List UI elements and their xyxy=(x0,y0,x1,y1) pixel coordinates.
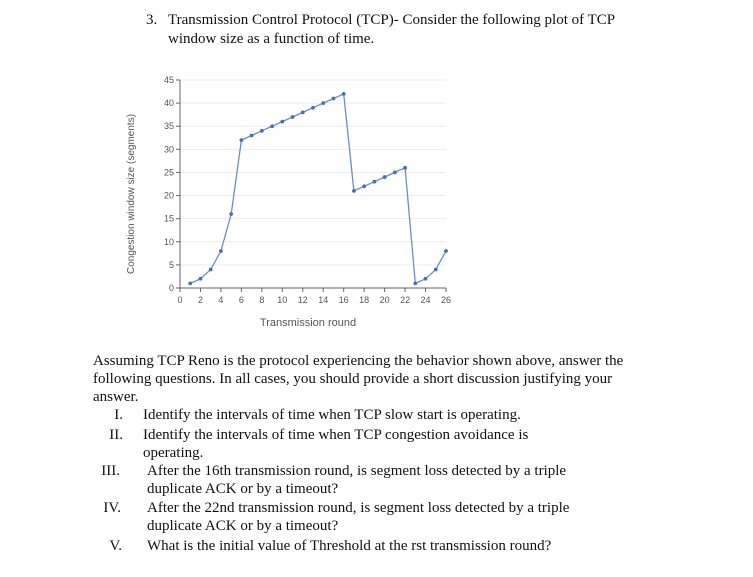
data-point xyxy=(199,277,203,281)
x-tick-label: 14 xyxy=(318,295,329,305)
item-4-numeral: IV. xyxy=(103,500,121,516)
item-1-line-1: Identify the intervals of time when TCP slow start is operating. xyxy=(143,407,521,423)
item-3-line-2: duplicate ACK or by a timeout? xyxy=(147,481,339,497)
data-point xyxy=(444,249,448,253)
item-1-numeral: I. xyxy=(114,407,123,423)
item-5-numeral: V. xyxy=(109,538,122,554)
item-4-line-2: duplicate ACK or by a timeout? xyxy=(147,518,339,534)
cwnd-series-line xyxy=(190,94,446,284)
data-point xyxy=(393,171,397,175)
x-tick-label: 22 xyxy=(400,295,411,305)
y-tick-label: 35 xyxy=(163,121,174,132)
y-tick-label: 10 xyxy=(163,236,174,247)
data-point xyxy=(188,281,192,285)
item-2-numeral: II. xyxy=(109,427,123,443)
x-tick-label: 8 xyxy=(259,295,265,305)
y-tick-label: 30 xyxy=(163,144,174,155)
data-point xyxy=(250,134,254,138)
x-tick-label: 4 xyxy=(218,295,224,305)
data-point xyxy=(301,110,305,114)
data-point xyxy=(342,92,346,96)
y-tick-label: 0 xyxy=(168,283,174,293)
data-point xyxy=(403,166,407,170)
y-tick-label: 45 xyxy=(163,75,174,85)
data-point xyxy=(229,212,233,216)
y-tick-label: 25 xyxy=(163,167,174,178)
item-2-line-1: Identify the intervals of time when TCP congestion avoidance is xyxy=(143,427,529,443)
item-4-line-1: After the 22nd transmission round, is segment loss detected by a triple xyxy=(147,500,570,516)
question-number: 3. xyxy=(146,12,158,28)
data-point xyxy=(291,115,295,119)
x-tick-label: 20 xyxy=(379,295,390,305)
item-5-line-1: What is the initial value of Threshold at the rst transmission round? xyxy=(147,538,552,554)
x-tick-label: 26 xyxy=(440,295,452,305)
x-tick-label: 16 xyxy=(338,295,349,305)
y-tick-label: 15 xyxy=(163,213,174,224)
item-3-line-1: After the 16th transmission round, is segment loss detected by a triple xyxy=(147,463,567,479)
x-tick-label: 0 xyxy=(177,295,183,305)
x-axis-ticks xyxy=(177,288,451,305)
y-tick-label: 20 xyxy=(163,190,174,201)
y-axis-ticks xyxy=(164,75,180,293)
data-point xyxy=(383,175,387,179)
cwnd-chart xyxy=(110,70,470,340)
cwnd-data-points xyxy=(188,92,448,285)
item-2-line-2: operating. xyxy=(143,445,204,461)
data-point xyxy=(239,138,243,142)
y-tick-label: 5 xyxy=(168,259,174,270)
x-tick-label: 24 xyxy=(420,295,431,305)
data-point xyxy=(372,180,376,184)
intro-line-1: Assuming TCP Reno is the protocol experiencing the behavior shown above, answer the xyxy=(93,353,624,369)
x-tick-label: 10 xyxy=(277,295,288,305)
data-point xyxy=(260,129,264,133)
data-point xyxy=(362,184,366,188)
data-point xyxy=(321,101,325,105)
intro-line-3: answer. xyxy=(93,389,139,405)
x-tick-label: 18 xyxy=(359,295,370,305)
x-tick-label: 6 xyxy=(238,295,244,305)
data-point xyxy=(434,268,438,272)
x-tick-label: 12 xyxy=(297,295,308,305)
data-point xyxy=(219,249,223,253)
data-point xyxy=(209,268,213,272)
data-point xyxy=(332,97,336,101)
item-3-numeral: III. xyxy=(101,463,120,479)
y-axis-label: Congestion window size (segments) xyxy=(126,113,137,275)
x-axis-label: Transmission round xyxy=(259,317,357,329)
data-point xyxy=(413,281,417,285)
question-title-line-2: window size as a function of time. xyxy=(168,31,375,47)
intro-line-2: following questions. In all cases, you should provide a short discussion justifying your xyxy=(93,371,613,387)
x-tick-label: 2 xyxy=(197,295,203,305)
y-tick-label: 40 xyxy=(163,98,174,109)
data-point xyxy=(424,277,428,281)
data-point xyxy=(270,124,274,128)
question-title-line-1: Transmission Control Protocol (TCP)- Consider the following plot of TCP xyxy=(168,12,616,28)
data-point xyxy=(311,106,315,110)
data-point xyxy=(352,189,356,193)
data-point xyxy=(280,120,284,124)
